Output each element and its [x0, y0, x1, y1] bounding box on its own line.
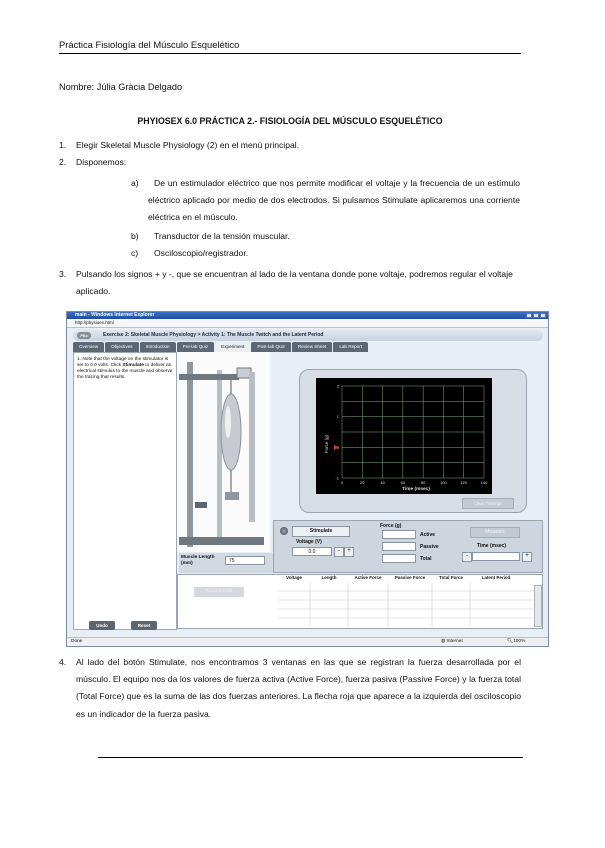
- time-decrease-button[interactable]: -: [462, 552, 472, 562]
- oscilloscope-chart: [316, 378, 492, 494]
- muscle-stand-illustration: [177, 352, 270, 552]
- y-tick-label: 2: [336, 383, 339, 389]
- x-axis-label: Time (msec): [402, 487, 430, 492]
- maximize-icon[interactable]: [533, 313, 539, 318]
- item-1-number: 1.: [59, 140, 67, 150]
- zone-text: ◍ Internet: [441, 639, 463, 644]
- breadcrumb: [73, 330, 543, 341]
- sub-c-text: Osciloscopio/registrador.: [154, 248, 249, 258]
- record-data-button[interactable]: Record Data: [194, 587, 244, 597]
- status-text: Done: [71, 639, 83, 644]
- y-axis-label: Force (g): [324, 434, 329, 454]
- zoom-level[interactable]: 🔍︎100%: [507, 639, 526, 644]
- address-bar[interactable]: [67, 319, 548, 328]
- physioex-screenshot: [66, 311, 549, 647]
- table-header-row: [278, 575, 534, 582]
- tab-objectives[interactable]: Objectives: [105, 342, 138, 352]
- status-bar: [67, 637, 548, 647]
- active-label: Active: [420, 532, 436, 538]
- tab-bar: [73, 342, 368, 352]
- window-title: main - Windows Internet Explorer: [75, 312, 155, 318]
- item-3-text: Pulsando los signos + y -, que se encuentran al lado de la ventana donde pone voltaje, podremos regular el voltaje aplicado.: [76, 269, 513, 297]
- time-increase-button[interactable]: +: [522, 552, 532, 562]
- voltage-increase-button[interactable]: +: [344, 547, 354, 557]
- voltage-field[interactable]: 0.0: [292, 547, 332, 556]
- total-label: Total: [420, 556, 432, 562]
- x-tick-label: 80: [420, 480, 426, 485]
- item-4-number: 4.: [59, 657, 67, 667]
- col-latent-period: Latent Period: [481, 575, 511, 580]
- x-tick-label: 0: [340, 480, 344, 485]
- y-tick-label: -1: [335, 475, 339, 481]
- sub-c-marker: c): [131, 248, 139, 258]
- oscilloscope: [299, 369, 527, 513]
- tab-post-lab-quiz[interactable]: Post-lab Quiz: [251, 342, 291, 352]
- force-label: Force (g): [380, 523, 402, 529]
- voltage-decrease-button[interactable]: -: [334, 547, 344, 557]
- item-4-text: Al lado del botón Stimulate, nos encontramos 3 ventanas en las que se registran la fuerza desarrollada por el músculo. El equipo nos da los valores de fuerza activa (Active Force), fuerza pasiva (Passive Force) y la fuerza total (Total Force) que es la suma de las dos fuerzas anteriores. La flecha roja que aparece a la izquierda del osciloscopio es un indicador de la fuerza pasiva.: [76, 657, 521, 719]
- data-table: [177, 574, 543, 629]
- x-tick-label: 40: [380, 480, 385, 485]
- sub-b-text: Transductor de la tensión muscular.: [154, 231, 290, 241]
- col-passive-force: Passive Force: [394, 575, 426, 580]
- tab-introduction[interactable]: Introduction: [140, 342, 176, 352]
- ie-title-bar: [67, 312, 548, 319]
- tab-pre-lab-quiz[interactable]: Pre-lab Quiz: [177, 342, 215, 352]
- sub-b-marker: b): [131, 231, 139, 241]
- undo-button[interactable]: Undo: [89, 621, 115, 630]
- x-tick-label: 120: [460, 480, 468, 485]
- time-field[interactable]: [472, 552, 520, 561]
- col-total-force: Total Force: [439, 575, 463, 580]
- y-tick-label: 1: [336, 414, 339, 420]
- x-tick-label: 100: [440, 480, 447, 485]
- footer-rule: [98, 757, 523, 758]
- stimulate-button[interactable]: Stimulate: [292, 526, 350, 537]
- col-length: Length: [321, 575, 337, 580]
- stimulator-panel: [273, 520, 543, 573]
- x-tick-label: 60: [400, 480, 406, 485]
- reset-button[interactable]: Reset: [131, 621, 157, 630]
- item-2-number: 2.: [59, 157, 67, 167]
- item-1-text: Elegir Skeletal Muscle Physiology (2) en el menú principal.: [76, 140, 300, 150]
- header-rule: [59, 53, 521, 54]
- instruction-text: 1. Note that the voltage on the stimulator is set to 0.0 volts. Click Stimulate to deliver an electrical stimulus to the muscle and observe the tracing that results.: [77, 357, 173, 380]
- tab-overview[interactable]: Overview: [73, 342, 104, 352]
- breadcrumb-text: Exercise 2: Skeletal Muscle Physiology > Activity 1: The Muscle Twitch and the Latent Period: [103, 332, 324, 338]
- measure-button[interactable]: Measure: [470, 527, 520, 538]
- tab-review-sheet[interactable]: Review Sheet: [292, 342, 332, 352]
- close-icon[interactable]: [540, 313, 546, 318]
- zoom-icon: 🔍︎: [507, 639, 514, 644]
- globe-icon: ◍: [441, 639, 447, 644]
- time-label: Time (msec): [477, 543, 507, 549]
- document-title: PHYIOSEX 6.0 PRÁCTICA 2.- FISIOLOGÍA DEL MÚSCULO ESQUELÉTICO: [137, 116, 443, 126]
- passive-label: Passive: [420, 544, 439, 550]
- student-name: Nombre: Júlia Gràcia Delgado: [59, 82, 183, 92]
- minimize-icon[interactable]: [526, 313, 532, 318]
- voltage-label: Voltage (V): [296, 539, 322, 545]
- table-scrollbar[interactable]: [534, 585, 542, 627]
- instruction-panel: [73, 352, 177, 630]
- window-controls: [526, 313, 546, 318]
- address-url: http://physioex.html: [75, 320, 114, 325]
- col-active-force: Active Force: [354, 575, 382, 580]
- muscle-length-field[interactable]: 75: [225, 556, 265, 565]
- muscle-length-label: Muscle Length (mm): [181, 555, 215, 566]
- stimulate-indicator-icon: [280, 527, 288, 535]
- muscle-length-box: [179, 553, 275, 573]
- sub-a-marker: a): [131, 178, 139, 188]
- muscle-apparatus: [177, 352, 270, 552]
- item-3-number: 3.: [59, 269, 67, 279]
- pex-logo: PEx: [77, 332, 91, 339]
- active-force-field: [382, 530, 416, 539]
- item-2-text: Disponemos:: [76, 157, 127, 167]
- total-force-field: [382, 554, 416, 563]
- clear-tracings-button[interactable]: Clear Tracings: [462, 498, 514, 509]
- tab-experiment[interactable]: Experiment: [215, 342, 250, 352]
- x-tick-label: 20: [360, 480, 365, 485]
- sub-a-text: De un estimulador eléctrico que nos permite modificar el voltaje y la frecuencia de un estímulo eléctrico aplicado por medio de dos electrodos. Si pulsamos Stimulate aplicaremos una corriente eléctrica en el músculo.: [148, 178, 520, 223]
- tab-lab-report[interactable]: Lab Report: [333, 342, 368, 352]
- col-voltage: Voltage: [286, 575, 302, 580]
- running-header: Práctica Fisiología del Músculo Esquelético: [59, 39, 240, 50]
- table-grid: [278, 583, 534, 627]
- x-tick-label: 140: [480, 480, 488, 485]
- passive-force-field: [382, 542, 416, 551]
